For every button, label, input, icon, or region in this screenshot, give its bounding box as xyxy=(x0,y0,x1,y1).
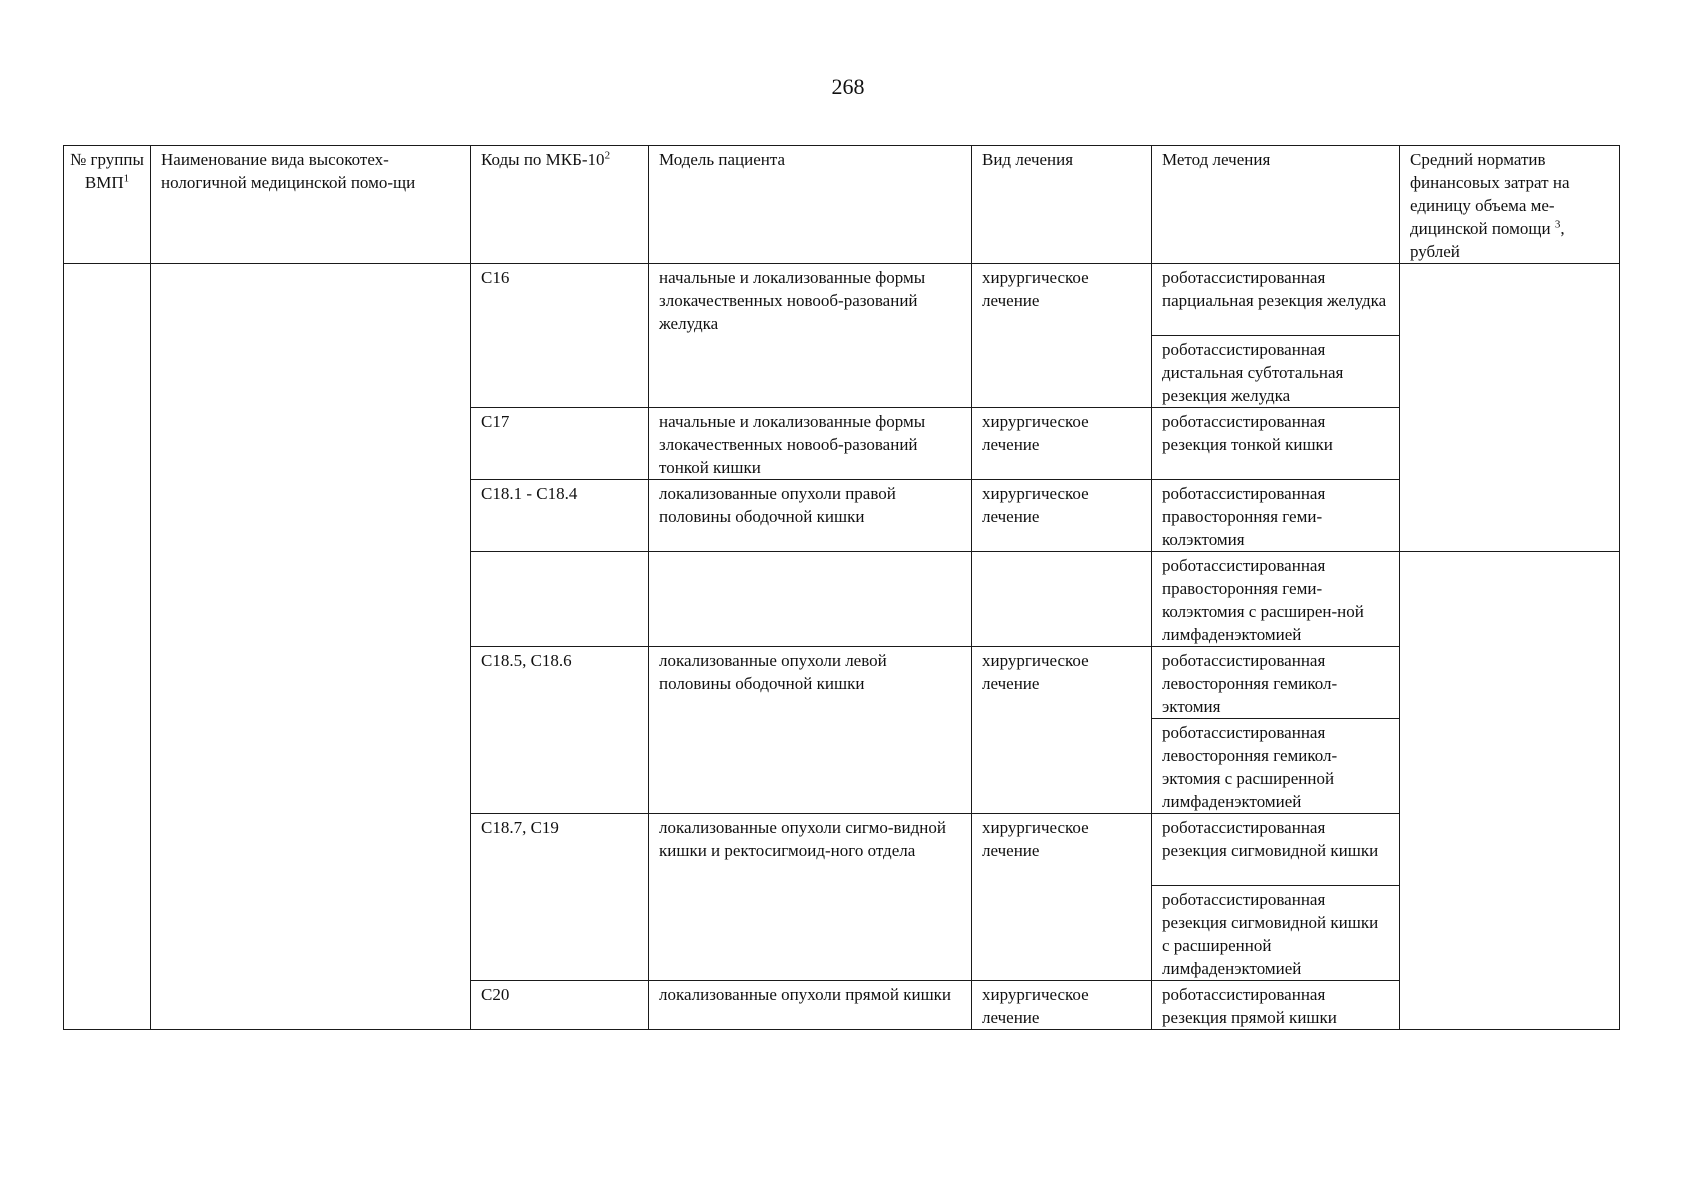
treatment-method-cell: роботассистированная правосторонняя геми-колэктомия xyxy=(1152,480,1400,552)
page-number: 268 xyxy=(831,74,865,99)
patient-model-cell xyxy=(649,552,972,647)
average-cost-cell xyxy=(1400,552,1620,1030)
treatment-method-cell: роботассистированная дистальная субтотальная резекция желудка xyxy=(1152,336,1400,408)
icd-code-cell: C17 xyxy=(471,408,649,480)
treatment-type-cell: хирургическое лечение xyxy=(972,814,1152,981)
vmp-table xyxy=(63,145,1620,1030)
patient-model-cell: локализованные опухоли левой половины ободочной кишки xyxy=(649,647,972,814)
icd-code-cell xyxy=(471,552,649,647)
table-row xyxy=(64,264,1620,336)
group-number-cell xyxy=(64,552,151,1030)
treatment-type-cell: хирургическое лечение xyxy=(972,647,1152,814)
icd-code-cell: C18.1 - C18.4 xyxy=(471,480,649,552)
average-cost-cell xyxy=(1400,264,1620,552)
treatment-type-cell: хирургическое лечение xyxy=(972,480,1152,552)
treatment-type-cell xyxy=(972,552,1152,647)
treatment-type-cell: хирургическое лечение xyxy=(972,981,1152,1030)
treatment-type-cell: хирургическое лечение xyxy=(972,408,1152,480)
table-row xyxy=(64,552,1620,647)
treatment-method-cell: роботассистированная левосторонняя гемикол-эктомия xyxy=(1152,647,1400,719)
treatment-type-cell: хирургическое лечение xyxy=(972,264,1152,408)
treatment-method-cell: роботассистированная левосторонняя гемикол-эктомия с расширенной лимфаденэктомией xyxy=(1152,719,1400,814)
icd-code-cell: C18.5, C18.6 xyxy=(471,647,649,814)
treatment-method-cell: роботассистированная резекция сигмовидной кишки xyxy=(1152,814,1400,886)
treatment-method-cell: роботассистированная резекция сигмовидной кишки с расширенной лимфаденэктомией xyxy=(1152,886,1400,981)
header-icd-codes: Коды по МКБ-$10^2$ xyxy=(471,146,649,264)
icd-code-cell: C16 xyxy=(471,264,649,408)
treatment-method-cell: роботассистированная резекция прямой кишки xyxy=(1152,981,1400,1030)
header-patient-model: Модель пациента xyxy=(649,146,972,264)
header-group-number: № группы ВМП$^1$ xyxy=(64,146,151,264)
group-number-cell xyxy=(64,264,151,552)
patient-model-cell: локализованные опухоли прямой кишки xyxy=(649,981,972,1030)
patient-model-cell: локализованные опухоли правой половины ободочной кишки xyxy=(649,480,972,552)
icd-code-cell: C20 xyxy=(471,981,649,1030)
header-treatment-method: Метод лечения xyxy=(1152,146,1400,264)
table-header-row xyxy=(64,146,1620,264)
care-type-name-cell xyxy=(151,264,471,552)
header-average-cost: Средний норматив финансовых затрат на единицу объема ме-дицинской помощи $^3$, рублей xyxy=(1400,146,1620,264)
icd-code-cell: C18.7, C19 xyxy=(471,814,649,981)
patient-model-cell: начальные и локализованные формы злокачественных новооб-разований желудка xyxy=(649,264,972,408)
treatment-method-cell: роботассистированная парциальная резекция желудка xyxy=(1152,264,1400,336)
header-care-type-name: Наименование вида высокотех-нологичной медицинской помо-щи xyxy=(151,146,471,264)
patient-model-cell: начальные и локализованные формы злокачественных новооб-разований тонкой кишки xyxy=(649,408,972,480)
patient-model-cell: локализованные опухоли сигмо-видной кишки и ректосигмоид-ного отдела xyxy=(649,814,972,981)
treatment-method-cell: роботассистированная правосторонняя геми-колэктомия с расширен-ной лимфаденэктомией xyxy=(1152,552,1400,647)
header-treatment-type: Вид лечения xyxy=(972,146,1152,264)
treatment-method-cell: роботассистированная резекция тонкой кишки xyxy=(1152,408,1400,480)
care-type-name-cell xyxy=(151,552,471,1030)
